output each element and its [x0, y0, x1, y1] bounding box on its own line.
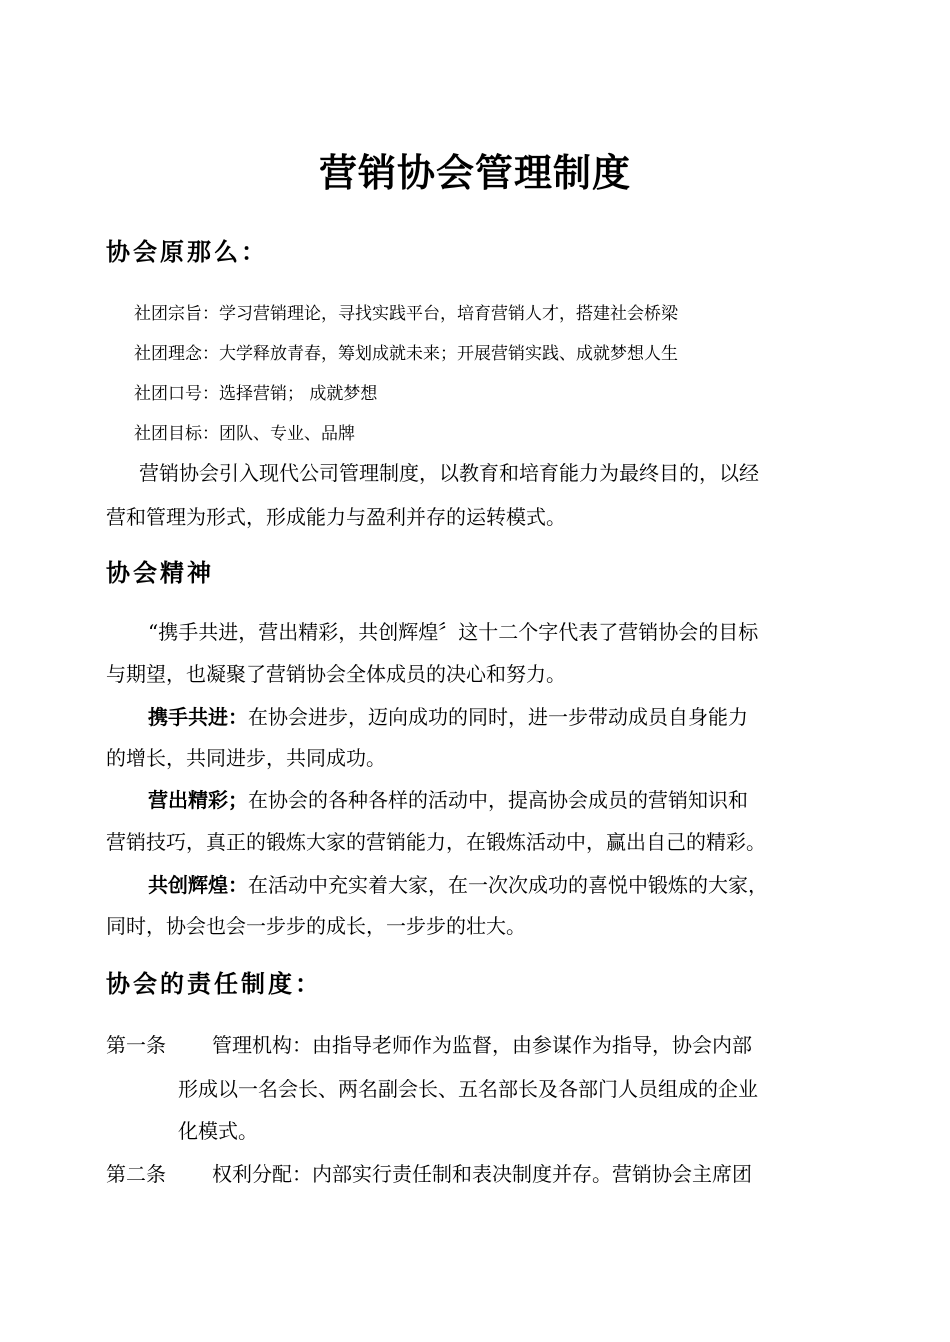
principle-item: 社团目标：团队、专业、品牌 — [134, 424, 355, 444]
principles-paragraph-line: 营销协会引入现代公司管理制度，以教育和培育能力为最终目的，以经 — [139, 461, 759, 485]
spirit-term: 共创辉煌 — [148, 873, 228, 897]
principle-item: 社团宗旨：学习营销理论，寻找实践平台，培育营销人才，搭建社会桥梁 — [134, 304, 678, 324]
spirit-paragraph-line: 营销技巧，真正的锻炼大家的营销能力，在锻炼活动中，赢出自己的精彩。 — [106, 830, 766, 854]
article-text-line: 化模式。 — [178, 1119, 258, 1143]
principles-paragraph-line: 营和管理为形式，形成能力与盈利并存的运转模式。 — [106, 505, 566, 529]
spirit-term: 携手共进 — [148, 705, 228, 729]
spirit-term: 营出精彩； — [148, 788, 248, 812]
article-number: 第一条 — [106, 1033, 166, 1057]
article-text-line: 管理机构：由指导老师作为监督，由参谋作为指导，协会内部 — [212, 1033, 752, 1057]
spirit-intro-line: “携手共进，营出精彩，共创辉煌〞这十二个字代表了营销协会的目标 — [148, 620, 759, 644]
section-heading-responsibility: 协会的责任制度： — [106, 970, 322, 998]
spirit-intro-line: 与期望，也凝聚了营销协会全体成员的决心和努力。 — [106, 662, 566, 686]
article-text-line: 权利分配：内部实行责任制和表决制度并存。营销协会主席团 — [212, 1162, 752, 1186]
spirit-paragraph-line: 同时，协会也会一步步的成长，一步步的壮大。 — [106, 914, 526, 938]
principle-item: 社团理念：大学释放青春，筹划成就未来；开展营销实践、成就梦想人生 — [134, 344, 678, 364]
article-text-line: 形成以一名会长、两名副会长、五名部长及各部门人员组成的企业 — [178, 1077, 758, 1101]
document-title: 营销协会管理制度 — [318, 150, 631, 195]
spirit-paragraph-line: 携手共进：在协会进步，迈向成功的同时，进一步带动成员自身能力 — [148, 705, 748, 729]
section-heading-principles: 协会原那么： — [106, 238, 268, 266]
spirit-paragraph-line: 共创辉煌：在活动中充实着大家，在一次次成功的喜悦中锻炼的大家， — [148, 873, 768, 897]
section-heading-spirit: 协会精神 — [106, 559, 214, 587]
article-number: 第二条 — [106, 1162, 166, 1186]
spirit-paragraph-line: 的增长，共同进步，共同成功。 — [106, 746, 386, 770]
spirit-paragraph-line: 营出精彩；在协会的各种各样的活动中，提高协会成员的营销知识和 — [148, 788, 748, 812]
principle-item: 社团口号：选择营销； 成就梦想 — [134, 384, 378, 404]
